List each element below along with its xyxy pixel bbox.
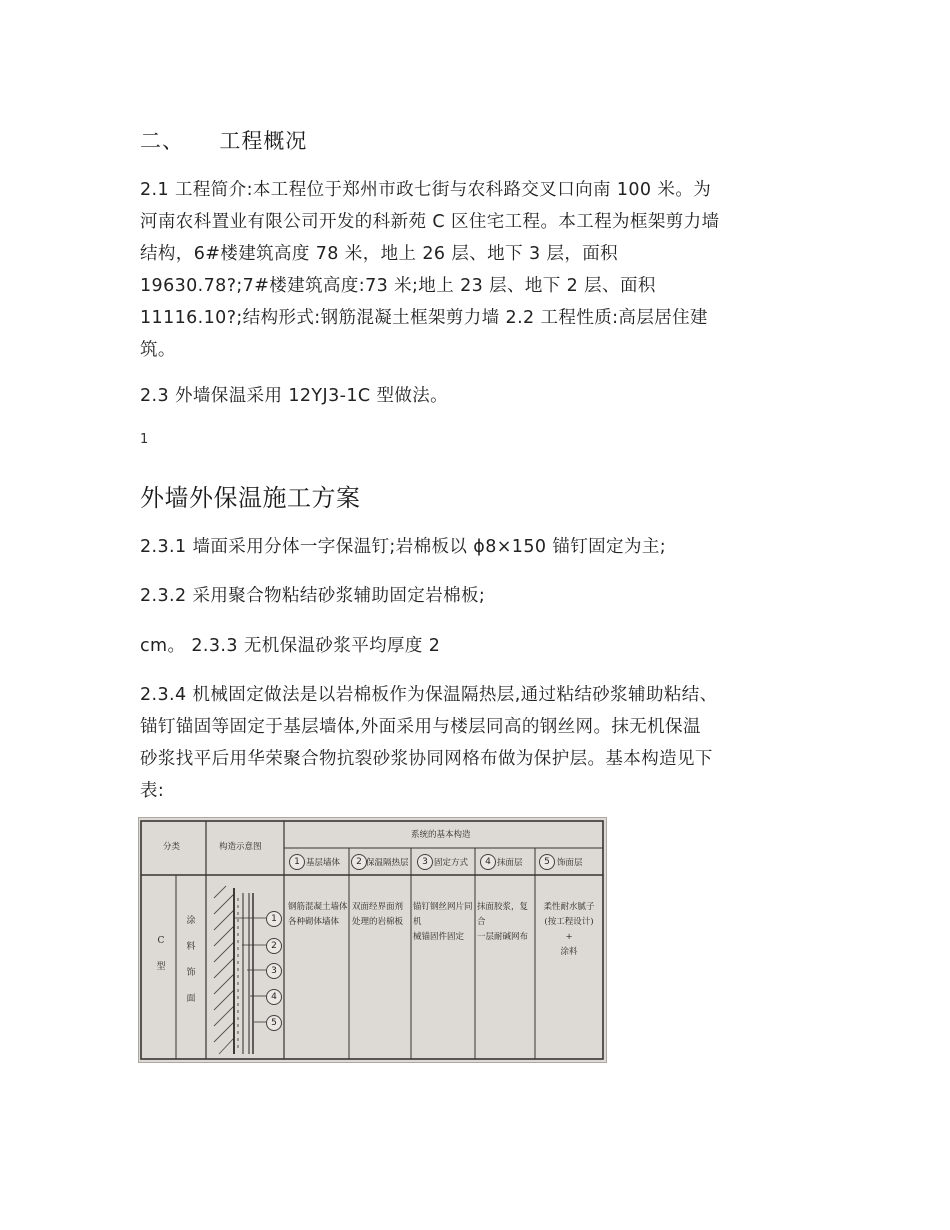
paragraph-2-3: 2.3 外墙保温采用 12YJ3-1C 型做法。 [140,386,449,406]
paragraph-2-3-4 [140,679,830,807]
layer-desc-2: 双面经界面剂 处理的岩棉板 [352,902,404,927]
diagram-callout-2: 2 [266,938,282,954]
paragraph-line: 2.3.4 机械固定做法是以岩棉板作为保温隔热层,通过粘结砂浆辅助粘结、 [140,685,718,705]
paragraph-line: 锚钉锚固等固定于基层墙体,外面采用与楼层同高的钢丝网。抹无机保温 [140,717,701,737]
layer-name-2: 保温隔热层 [366,858,409,868]
diagram-callout-5: 5 [266,1015,282,1031]
layer-desc-5: 柔性耐水腻子 (按工程设计) + 涂料 [543,902,595,957]
intro-line: 筑。 [140,340,176,360]
paragraph-line: 砂浆找平后用华荣聚合物抗裂砂浆协同网格布做为保护层。基本构造见下 [140,749,713,769]
section-heading-number: 二、 [140,129,184,153]
diagram-callout-3: 3 [266,963,282,979]
layer-name-1: 基层墙体 [306,858,341,868]
section-heading [140,125,307,155]
layer-number-4: 4 [480,854,496,870]
intro-line: 2.1 工程简介:本工程位于郑州市政七街与农科路交叉口向南 100 米。为 [140,180,712,200]
plan-title: 外墙外保温施工方案 [140,484,361,512]
paragraph-2-3-2: 2.3.2 采用聚合物粘结砂浆辅助固定岩棉板; [140,586,486,606]
intro-line: 结构，6#楼建筑高度 78 米，地上 26 层、地下 3 层，面积 [140,244,619,264]
layer-desc-4: 抹面胶浆，复合 一层耐碱网布 [477,902,529,942]
layer-number-2: 2 [351,854,367,870]
layer-number-3: 3 [417,854,433,870]
layer-name-4: 抹面层 [497,858,523,868]
intro-line: 河南农科置业有限公司开发的科新苑 C 区住宅工程。本工程为框架剪力墙 [140,212,720,232]
layer-number-5: 5 [539,854,555,870]
header-category: 分类 [163,842,181,852]
diagram-callout-4: 4 [266,989,282,1005]
page-number: 1 [140,432,149,447]
paragraph-2-3-1: 2.3.1 墙面采用分体一字保温钉;岩棉板以 ϕ8×150 锚钉固定为主; [140,537,667,557]
paragraph-2-3-3: cm。 2.3.3 无机保温砂浆平均厚度 2 [140,636,441,656]
paragraph-line: 表: [140,781,165,801]
layer-name-5: 饰面层 [557,858,583,868]
construction-table-figure [138,817,607,1063]
section-heading-title: 工程概况 [219,129,308,153]
header-system: 系统的基本构造 [411,830,471,840]
figure-grid [139,818,606,1062]
diagram-callout-1: 1 [266,911,282,927]
intro-paragraph [140,174,830,366]
intro-line: 19630.78?;7#楼建筑高度:73 米;地上 23 层、地下 2 层、面积 [140,276,656,296]
row-finish-label: 涂 料 饰 面 [186,916,196,1004]
header-diagram: 构造示意图 [219,842,262,852]
intro-line: 11116.10?;结构形式:钢筋混凝土框架剪力墙 2.2 工程性质:高层居住建 [140,308,708,328]
row-type-label: C 型 [156,936,166,972]
layer-desc-1: 钢筋混凝土墙体 各种砌体墙体 [288,902,348,927]
layer-desc-3: 锚钉钢丝网片同机 械锚固件固定 [413,902,473,942]
layer-number-1: 1 [289,854,305,870]
layer-name-3: 固定方式 [434,858,469,868]
